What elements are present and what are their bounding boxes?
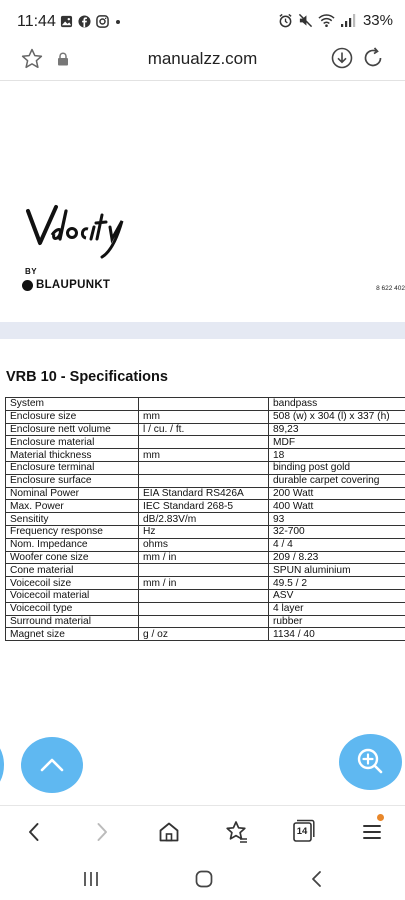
spec-unit: EIA Standard RS426A (139, 487, 269, 500)
blaupunkt-dot-icon (22, 280, 33, 291)
spec-value: 1134 / 40 (269, 628, 405, 641)
spec-unit: mm / in (139, 577, 269, 590)
dot-icon (114, 14, 122, 28)
spec-unit (139, 589, 269, 602)
page-separator-band (0, 322, 405, 339)
facebook-icon (78, 15, 91, 28)
spec-value: 4 layer (269, 602, 405, 615)
spec-value: ASV (269, 589, 405, 602)
mute-icon (298, 13, 313, 28)
spec-property: Material thickness (6, 449, 139, 462)
spec-value: 18 (269, 449, 405, 462)
spec-property: Nom. Impedance (6, 538, 139, 551)
spec-property: Enclosure size (6, 410, 139, 423)
spec-row (6, 410, 405, 423)
zoom-in-icon (339, 734, 402, 790)
instagram-icon (96, 15, 109, 28)
spec-row (6, 615, 405, 628)
reload-icon[interactable] (361, 46, 385, 70)
spec-value: durable carpet covering (269, 474, 405, 487)
spec-property: Cone material (6, 564, 139, 577)
image-icon (60, 15, 73, 28)
spec-value: binding post gold (269, 461, 405, 474)
spec-value: rubber (269, 615, 405, 628)
spec-row (6, 602, 405, 615)
address-bar (0, 44, 405, 80)
blaupunkt-logo (22, 279, 110, 291)
spec-value: 93 (269, 513, 405, 526)
spec-property: Enclosure nett volume (6, 423, 139, 436)
spec-row (6, 525, 405, 538)
spec-unit (139, 461, 269, 474)
spec-property: Sensitity (6, 513, 139, 526)
spec-row (6, 474, 405, 487)
spec-property: Magnet size (6, 628, 139, 641)
logo-by-text: BY (25, 267, 38, 276)
spec-property: Max. Power (6, 500, 139, 513)
spec-unit: mm (139, 449, 269, 462)
spec-unit: l / cu. / ft. (139, 423, 269, 436)
spec-value: 49.5 / 2 (269, 577, 405, 590)
spec-title: VRB 10 - Specifications (6, 369, 168, 385)
spec-row (6, 538, 405, 551)
blaupunkt-text: BLAUPUNKT (36, 279, 111, 291)
spec-row (6, 500, 405, 513)
system-nav-bar (0, 857, 405, 900)
spec-value: 32-700 (269, 525, 405, 538)
spec-property: Enclosure surface (6, 474, 139, 487)
status-bar (0, 0, 405, 44)
spec-row (6, 628, 405, 641)
spec-property: Voicecoil size (6, 577, 139, 590)
url-field[interactable]: manualzz.com (147, 49, 258, 68)
spec-unit: g / oz (139, 628, 269, 641)
bookmarks-icon[interactable] (222, 818, 250, 846)
recent-apps-icon[interactable] (80, 869, 102, 889)
spec-value: bandpass (269, 398, 405, 411)
notification-dot (377, 814, 384, 821)
spec-property: Nominal Power (6, 487, 139, 500)
home-icon[interactable] (155, 818, 183, 846)
wifi-icon (318, 13, 335, 28)
zoom-button[interactable] (339, 734, 402, 790)
browser-toolbar (0, 805, 405, 857)
scroll-up-button[interactable] (21, 737, 83, 793)
home-nav-icon[interactable] (193, 869, 215, 889)
spec-value: 400 Watt (269, 500, 405, 513)
signal-icon (340, 13, 356, 28)
spec-row (6, 513, 405, 526)
spec-row (6, 423, 405, 436)
spec-row (6, 449, 405, 462)
document-code: 8 622 402 (376, 285, 405, 292)
spec-row (6, 577, 405, 590)
download-icon[interactable] (330, 46, 354, 70)
spec-value: 4 / 4 (269, 538, 405, 551)
spec-unit (139, 564, 269, 577)
spec-table (5, 397, 405, 641)
spec-row (6, 398, 405, 411)
menu-icon[interactable] (358, 818, 386, 846)
spec-property: Frequency response (6, 525, 139, 538)
spec-value: MDF (269, 436, 405, 449)
spec-property: Woofer cone size (6, 551, 139, 564)
spec-unit: Hz (139, 525, 269, 538)
spec-unit (139, 436, 269, 449)
back-nav-icon[interactable] (306, 869, 328, 889)
spec-unit: mm (139, 410, 269, 423)
spec-unit (139, 615, 269, 628)
document-page (0, 81, 405, 805)
spec-value: 508 (w) x 304 (l) x 337 (h) (269, 410, 405, 423)
chevron-up-icon (21, 737, 83, 793)
back-icon[interactable] (20, 818, 48, 846)
spec-unit (139, 398, 269, 411)
system-status-icons (278, 12, 393, 29)
spec-property: Surround material (6, 615, 139, 628)
forward-icon[interactable] (88, 818, 116, 846)
velocity-logo (22, 201, 127, 261)
battery-level: 33% (362, 12, 393, 29)
spec-property: Enclosure material (6, 436, 139, 449)
spec-property: Enclosure terminal (6, 461, 139, 474)
spec-unit: ohms (139, 538, 269, 551)
spec-value: SPUN aluminium (269, 564, 405, 577)
spec-unit (139, 602, 269, 615)
spec-property: System (6, 398, 139, 411)
spec-unit: mm / in (139, 551, 269, 564)
spec-property: Voicecoil material (6, 589, 139, 602)
spec-value: 200 Watt (269, 487, 405, 500)
spec-row (6, 461, 405, 474)
status-time: 11:44 (17, 13, 56, 30)
spec-row (6, 487, 405, 500)
notification-icons (60, 14, 122, 28)
spec-unit (139, 474, 269, 487)
tab-count: 14 (296, 826, 308, 837)
spec-row (6, 436, 405, 449)
alarm-icon (278, 13, 293, 28)
spec-value: 209 / 8.23 (269, 551, 405, 564)
tabs-button[interactable] (289, 818, 317, 846)
spec-unit: IEC Standard 268-5 (139, 500, 269, 513)
spec-row (6, 551, 405, 564)
spec-value: 89,23 (269, 423, 405, 436)
spec-unit: dB/2.83V/m (139, 513, 269, 526)
spec-property: Voicecoil type (6, 602, 139, 615)
spec-row (6, 589, 405, 602)
spec-row (6, 564, 405, 577)
